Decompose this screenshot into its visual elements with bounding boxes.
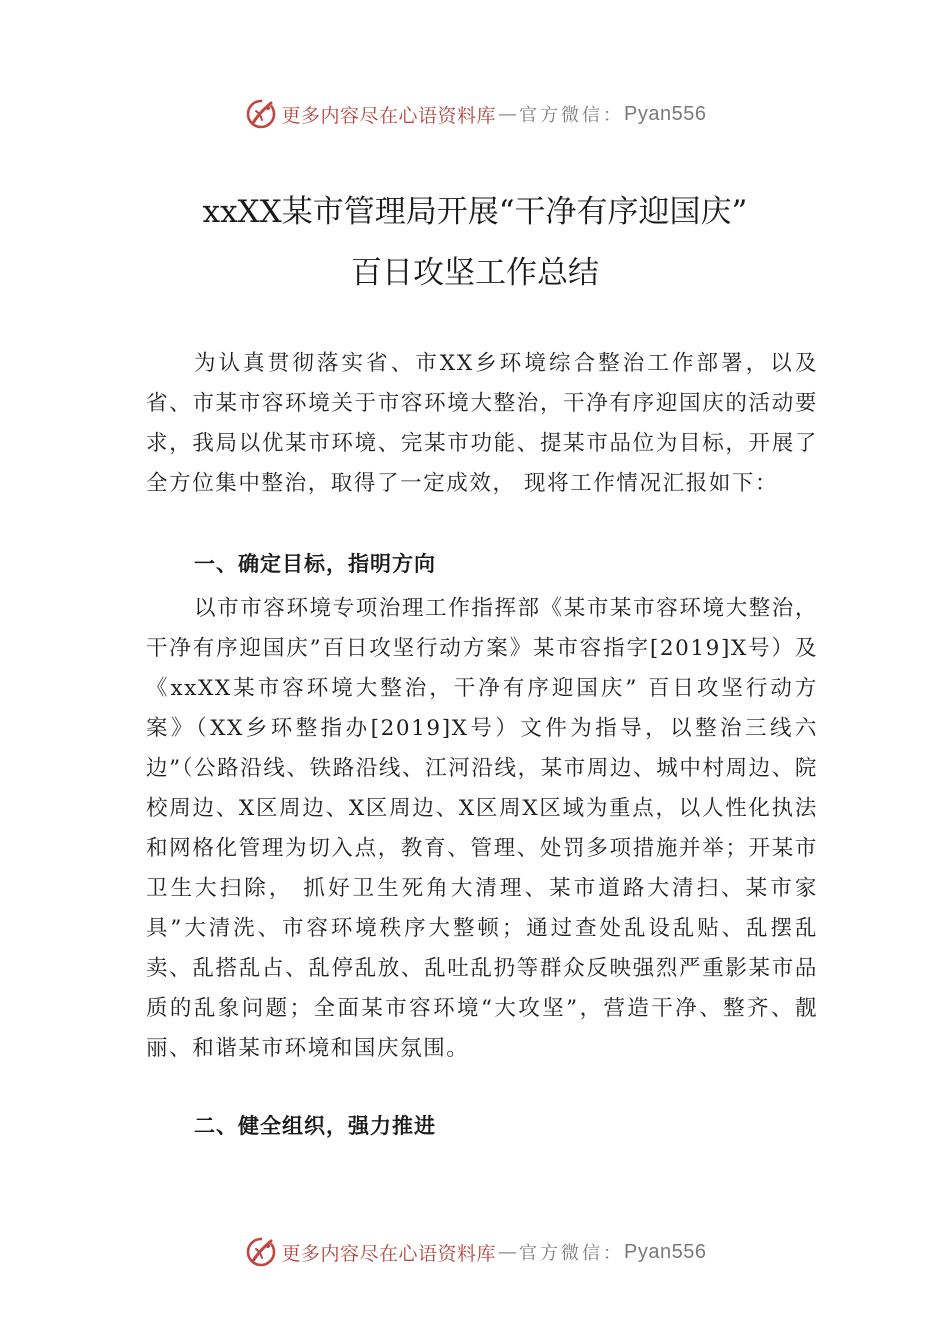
- section-heading-2: 二、健全组织，强力推进: [194, 1114, 436, 1138]
- separator-dash: —: [498, 103, 518, 125]
- wechat-id: Pyan556: [624, 1240, 707, 1263]
- footer-banner: [0, 1232, 950, 1272]
- intro-paragraph: 为认真贯彻落实省、市XX乡环境综合整治工作部署，以及省、市某市容环境关于市容环境大整治，干净有序迎国庆的活动要求，我局以优某市环境、完某市功能、提某市品位为目标，开展了全方位集中整治，取得了一定成效， 现将工作情况汇报如下：: [146, 351, 818, 496]
- brush-circle-logo-icon: [244, 97, 278, 131]
- wechat-label: 官方微信：: [519, 105, 625, 126]
- brand-text: 更多内容尽在心语资料库: [281, 104, 497, 127]
- brush-circle-logo-icon: [244, 1235, 278, 1269]
- header-banner: [0, 94, 950, 134]
- section-1-paragraph: 以市市容环境专项治理工作指挥部《某市某市容环境大整治，干净有序迎国庆”百日攻坚行动方案》某市容指字[2019]X号）及《xxXX某市容环境大整治，干净有序迎国庆” 百日攻坚行动方案》（XX乡环整指办[2019]X号）文件为指导，以整治三线六边”（公路沿线、铁路沿线、江河沿线，某市周边、城中村周边、院校周边、X区周边、X区周边、X区周X区域为重点，以人性化执法和网格化管理为切入点，教育、管理、处罚多项措施并举；开某市卫生大扫除， 抓好卫生死角大清理、某市道路大清扫、某市家具”大清洗、市容环境秩序大整顿；通过查处乱设乱贴、乱摆乱卖、乱搭乱占、乱停乱放、乱吐乱扔等群众反映强烈严重影某市品质的乱象问题；全面某市容环境“大攻坚”，营造干净、整齐、靓丽、和谐某市环境和国庆氛围。: [146, 596, 818, 1061]
- document-title-line-2: 百日攻坚工作总结: [351, 255, 599, 291]
- brand-text: 更多内容尽在心语资料库: [281, 1242, 497, 1265]
- separator-dash: —: [498, 1241, 518, 1263]
- section-heading-1: 一、确定目标，指明方向: [194, 552, 436, 576]
- wechat-label: 官方微信：: [519, 1243, 625, 1264]
- document-title-line-1: xxXX某市管理局开展“干净有序迎国庆”: [202, 194, 748, 230]
- wechat-id: Pyan556: [624, 102, 707, 125]
